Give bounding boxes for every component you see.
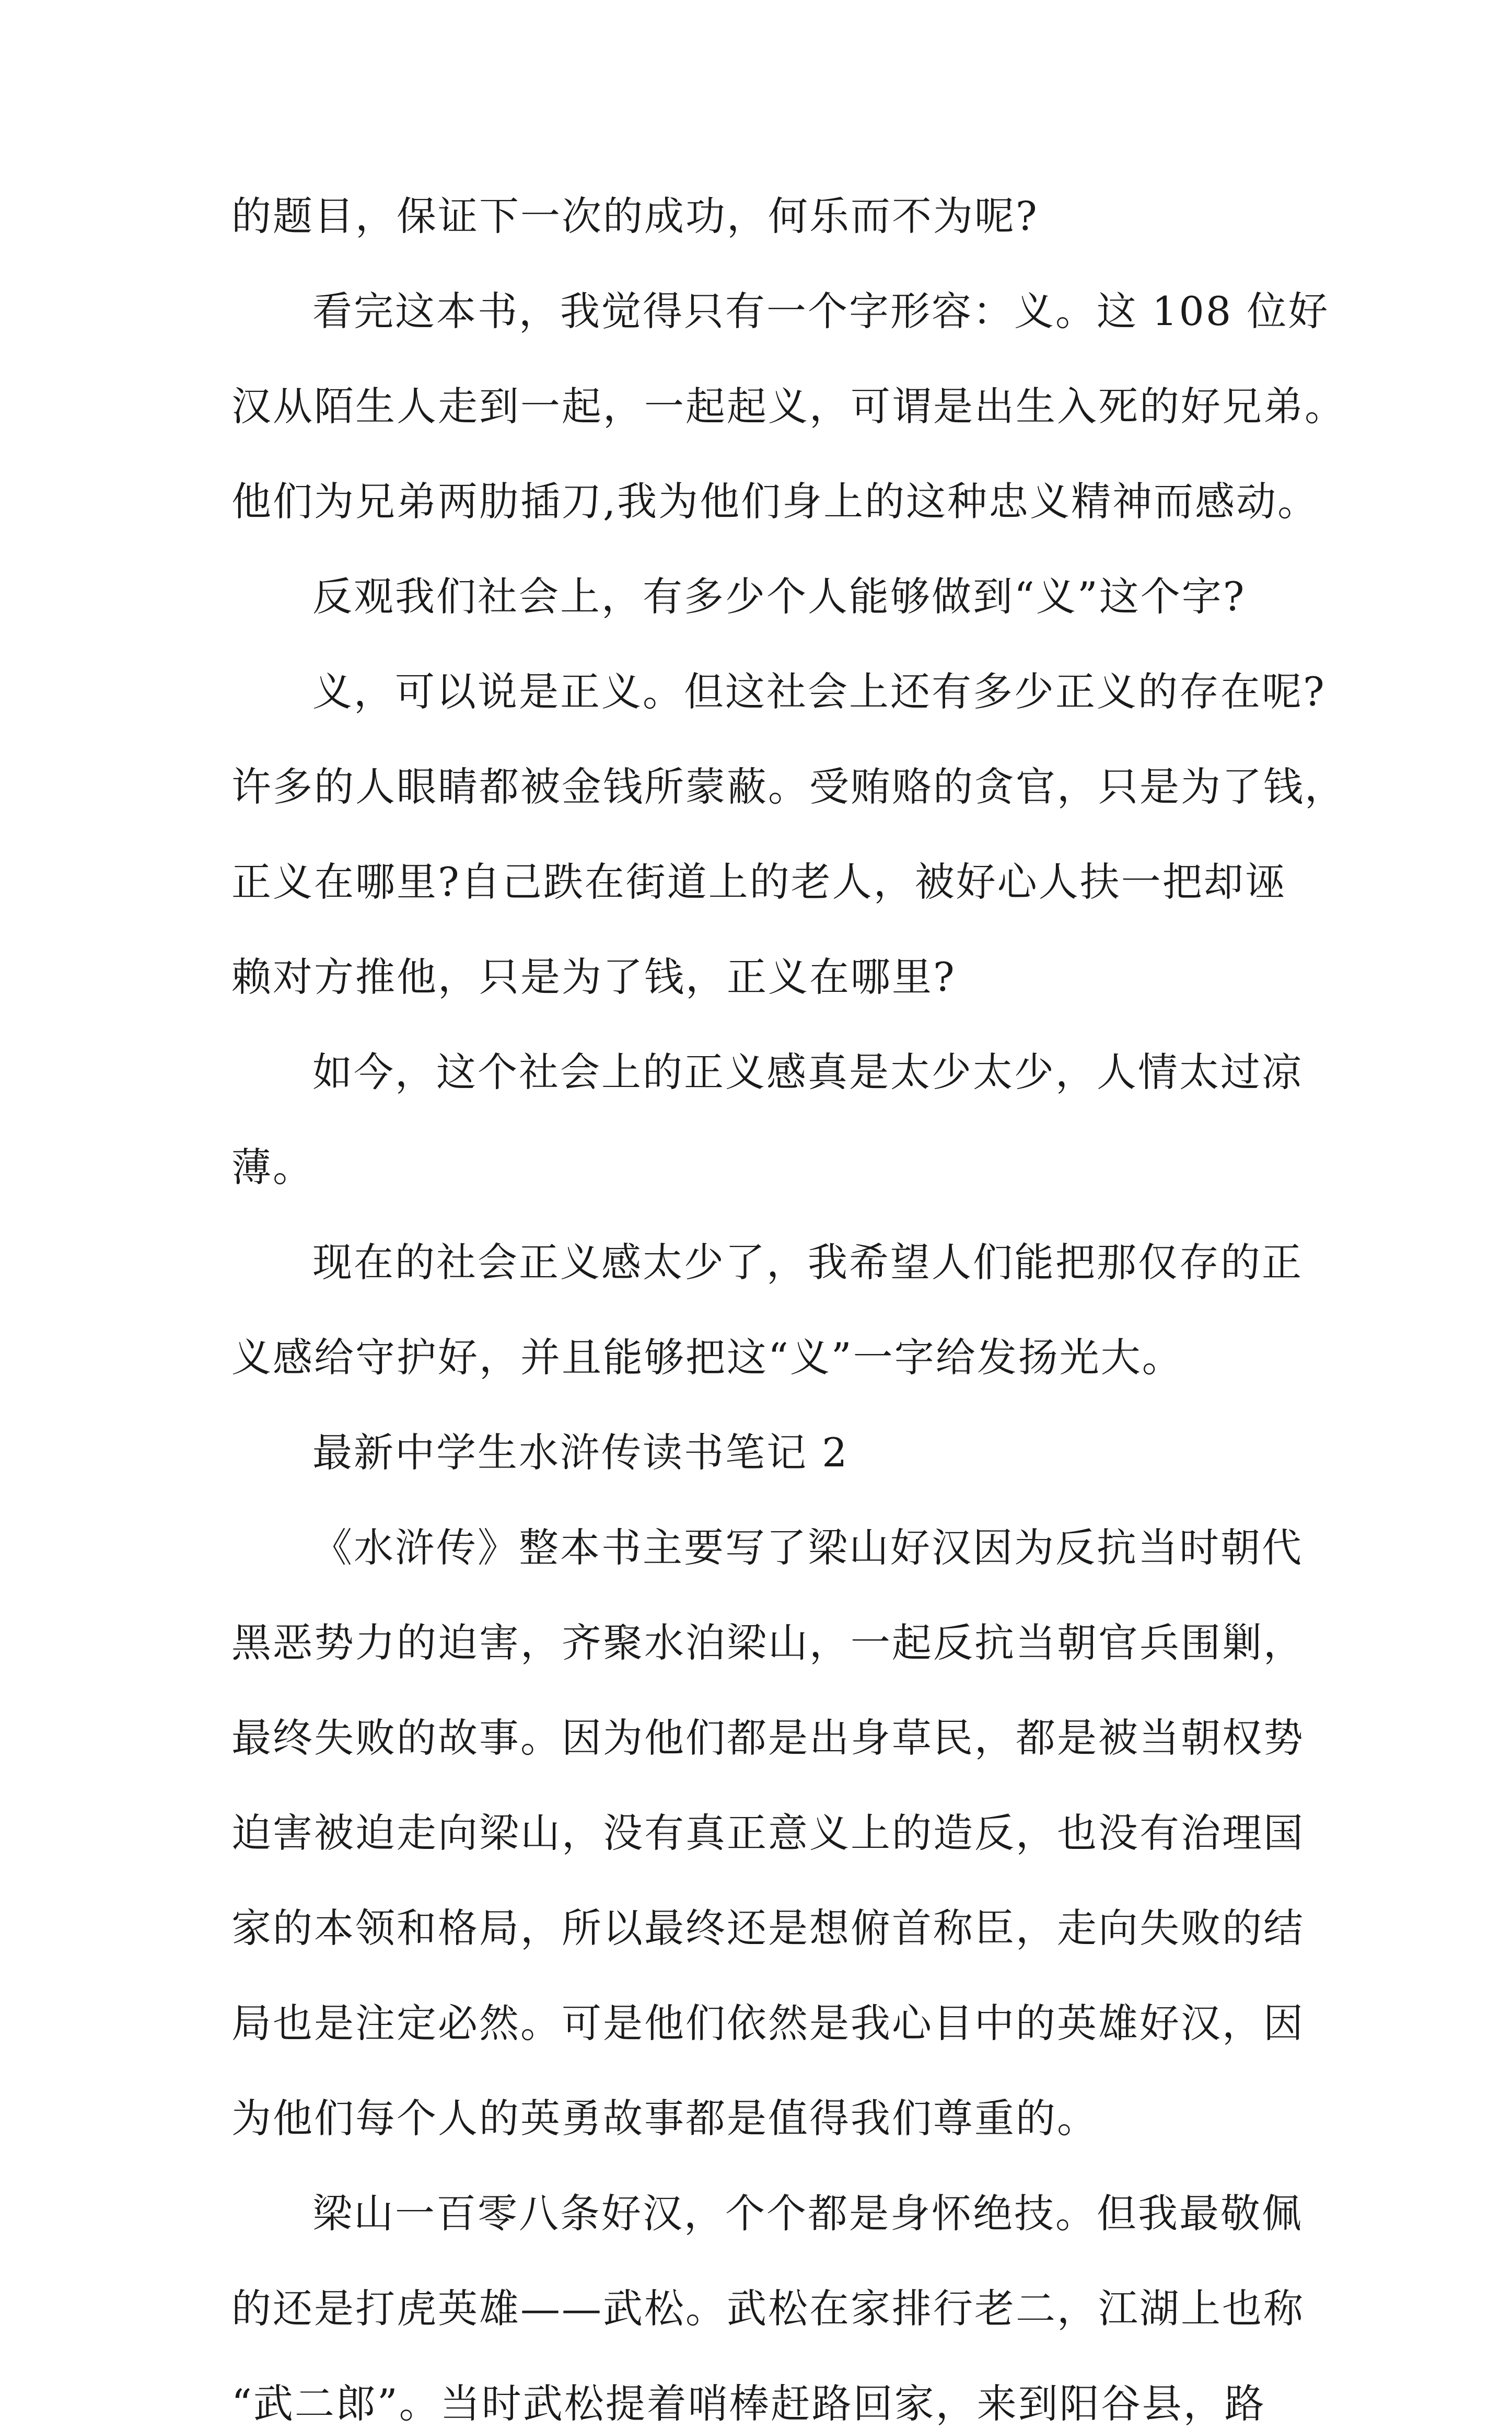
text-line: 黑恶势力的迫害，齐聚水泊梁山，一起反抗当朝官兵围剿， (231, 1619, 1305, 1666)
text-line: 家的本领和格局，所以最终还是想俯首称臣，走向失败的结 (231, 1905, 1305, 1951)
text-line: 局也是注定必然。可是他们依然是我心目中的英雄好汉，因 (231, 2000, 1305, 2046)
text-line: 汉从陌生人走到一起，一起起义，可谓是出生入死的好兄弟。 (231, 383, 1346, 430)
paragraph-start: 如今，这个社会上的正义感真是太少太少，人情太过凉 (312, 1049, 1303, 1095)
paragraph-start: 反观我们社会上，有多少个人能够做到“义”这个字? (312, 573, 1246, 620)
paragraph-start: 《水浒传》整本书主要写了梁山好汉因为反抗当时朝代 (312, 1524, 1303, 1571)
paragraph-start: 看完这本书，我觉得只有一个字形容：义。这 108 位好 (312, 288, 1330, 334)
paragraph-start: 义，可以说是正义。但这社会上还有多少正义的存在呢? (312, 668, 1326, 715)
text-line: “武二郎”。当时武松提着哨棒赶路回家，来到阳谷县，路 (231, 2380, 1266, 2427)
text-line: 许多的人眼睛都被金钱所蒙蔽。受贿赂的贪官，只是为了钱， (231, 763, 1346, 810)
text-line: 正义在哪里?自己跌在街道上的老人，被好心人扶一把却诬 (231, 859, 1286, 905)
text-line: 最终失败的故事。因为他们都是出身草民，都是被当朝权势 (231, 1715, 1305, 1761)
text-line: 梁山一百零八条好汉，个个都是身怀绝技。但我最敬佩 (312, 2190, 1303, 2237)
section-heading: 最新中学生水浒传读书笔记 2 (312, 1429, 849, 1476)
text-line: 他们为兄弟两肋插刀,我为他们身上的这种忠义精神而感动。 (231, 478, 1319, 525)
text-line: 迫害被迫走向梁山，没有真正意义上的造反，也没有治理国 (231, 1810, 1305, 1856)
text-line: 赖对方推他，只是为了钱，正义在哪里? (231, 954, 956, 1000)
text-line: 的题目，保证下一次的成功，何乐而不为呢? (231, 193, 1039, 239)
text-line: 的还是打虎英雄——武松。武松在家排行老二，江湖上也称 (231, 2285, 1305, 2332)
text-line: 义感给守护好，并且能够把这“义”一字给发扬光大。 (231, 1334, 1183, 1381)
text-line: 薄。 (231, 1144, 314, 1190)
text-line: 为他们每个人的英勇故事都是值得我们尊重的。 (231, 2095, 1098, 2142)
paragraph-start: 现在的社会正义感太少了，我希望人们能把那仅存的正 (312, 1239, 1303, 1286)
